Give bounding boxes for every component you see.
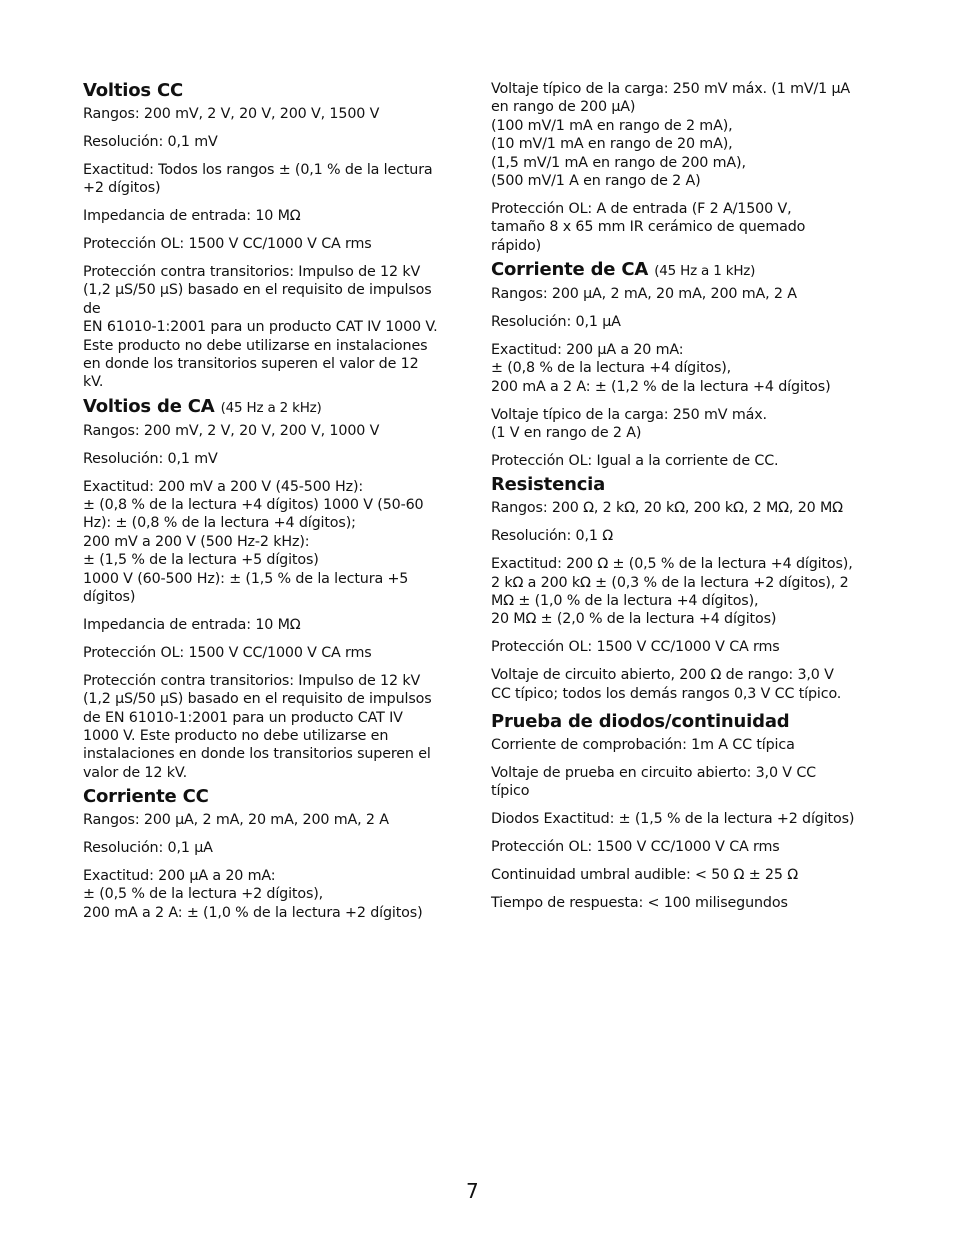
frequency-note: (45 Hz a 1 kHz): [654, 263, 756, 280]
test-current-text: Corriente de comprobación: 1m A CC típica: [491, 737, 795, 754]
burden-voltage-text: Voltaje típico de la carga: 250 mV máx. (1 V en rango de 2 A): [491, 406, 767, 442]
section-title: Corriente de CA (45 Hz a 1 kHz): [491, 259, 756, 281]
resolution-text: Resolución: 0,1 mV: [83, 450, 218, 467]
right-column: [491, 80, 877, 922]
ol-protection-text: Protección OL: 1500 V CC/1000 V CA rms: [491, 839, 780, 856]
input-impedance-text: Impedancia de entrada: 10 MΩ: [83, 616, 301, 633]
section-voltios-cc: [83, 80, 461, 392]
open-circuit-voltage-text: Voltaje de prueba en circuito abierto: 3,0 V CC típico: [491, 764, 816, 800]
input-impedance-text: Impedancia de entrada: 10 MΩ: [83, 208, 301, 225]
accuracy-text: Exactitud: 200 mV a 200 V (45-500 Hz): ± (0,8 % de la lectura +4 dígitos) 1000 V (50-60 Hz): ± (0,8 % de la lectura +4 dígitos); 200 mV a 200 V (500 Hz-2 kHz): ± (1,5 % de la lectura +5 dígitos) 1000 V (60-500 Hz): ± (1,5 % de la lectura +5 dígitos): [83, 478, 424, 606]
section-corriente-ca: [491, 259, 877, 470]
ol-protection-text: Protección OL: 1500 V CC/1000 V CA rms: [83, 236, 372, 253]
section-title: Voltios de CA (45 Hz a 2 kHz): [83, 395, 322, 417]
continuity-threshold-text: Continuidad umbral audible: < 50 Ω ± 25 Ω: [491, 867, 798, 884]
ranges-text: Rangos: 200 mV, 2 V, 20 V, 200 V, 1000 V: [83, 422, 380, 439]
response-time-text: Tiempo de respuesta: < 100 milisegundos: [491, 895, 788, 911]
diode-accuracy-text: Diodos Exactitud: ± (1,5 % de la lectura +2 dígitos): [491, 811, 855, 828]
section-resistencia: [491, 474, 877, 703]
section-title: Resistencia: [491, 474, 606, 496]
frequency-note: (45 Hz a 2 kHz): [220, 399, 322, 416]
ol-protection-text: Protección OL: Igual a la corriente de CC.: [491, 453, 779, 469]
accuracy-text: Exactitud: 200 μA a 20 mA: ± (0,5 % de la lectura +2 dígitos), 200 mA a 2 A: ± (1,0 % de la lectura +2 dígitos): [83, 868, 423, 921]
section-title: Voltios CC: [83, 80, 184, 101]
resolution-text: Resolución: 0,1 μA: [83, 840, 213, 857]
ranges-text: Rangos: 200 μA, 2 mA, 20 mA, 200 mA, 2 A: [491, 286, 797, 303]
page-number: 7: [466, 1179, 479, 1203]
ol-protection-text: Protección OL: 1500 V CC/1000 V CA rms: [83, 644, 372, 661]
open-circuit-voltage-text: Voltaje de circuito abierto, 200 Ω de rango: 3,0 V CC típico; todos los demás rangos 0,3 V CC típico.: [491, 667, 842, 702]
resolution-text: Resolución: 0,1 Ω: [491, 528, 613, 545]
accuracy-text: Exactitud: Todos los rangos ± (0,1 % de la lectura +2 dígitos): [83, 161, 433, 197]
ol-protection-text: Protección OL: 1500 V CC/1000 V CA rms: [491, 639, 780, 656]
section-corriente-cc-continued: [491, 80, 877, 255]
transient-protection-text: Protección contra transitorios: Impulso de 12 kV (1,2 μS/50 μS) basado en el requisito de impulsos de EN 61010-1:2001 para un producto CAT IV 1000 V. Este producto no debe utilizarse en instalaciones en donde los transitorios superen el valor de 12 kV.: [83, 672, 432, 781]
transient-protection-text: Protección contra transitorios: Impulso de 12 kV (1,2 μS/50 μS) basado en el requisito de impulsos de EN 61010-1:2001 para un producto CAT IV 1000 V. Este producto no debe utilizarse en instalaciones en donde los transitorios superen el valor de 12 kV.: [83, 263, 438, 391]
section-title: Corriente CC: [83, 786, 209, 808]
section-corriente-cc: [83, 786, 461, 922]
ranges-text: Rangos: 200 μA, 2 mA, 20 mA, 200 mA, 2 A: [83, 812, 389, 829]
section-prueba-diodos: [491, 711, 877, 912]
resolution-text: Resolución: 0,1 mV: [83, 133, 218, 150]
ol-protection-text: Protección OL: A de entrada (F 2 A/1500 V, tamaño 8 x 65 mm IR cerámico de quemado rápido): [491, 200, 806, 254]
accuracy-text: Exactitud: 200 μA a 20 mA: ± (0,8 % de la lectura +4 dígitos), 200 mA a 2 A: ± (1,2 % de la lectura +4 dígitos): [491, 341, 831, 395]
section-title: Prueba de diodos/continuidad: [491, 711, 790, 733]
section-voltios-ca: [83, 396, 461, 782]
left-column: [83, 80, 461, 926]
accuracy-text: Exactitud: 200 Ω ± (0,5 % de la lectura +4 dígitos), 2 kΩ a 200 kΩ ± (0,3 % de la lectura +2 dígitos), 2 MΩ ± (1,0 % de la lectura +4 dígitos), 20 MΩ ± (2,0 % de la lectura +4 dígitos): [491, 556, 853, 628]
ranges-text: Rangos: 200 Ω, 2 kΩ, 20 kΩ, 200 kΩ, 2 MΩ, 20 MΩ: [491, 500, 843, 517]
ranges-text: Rangos: 200 mV, 2 V, 20 V, 200 V, 1500 V: [83, 106, 380, 122]
burden-voltage-text: Voltaje típico de la carga: 250 mV máx. (1 mV/1 μA en rango de 200 μA) (100 mV/1 mA en rango de 2 mA), (10 mV/1 mA en rango de 20 mA), (1,5 mV/1 mA en rango de 200 mA), (500 mV/1 A en rango de 2 A): [491, 81, 851, 190]
resolution-text: Resolución: 0,1 μA: [491, 314, 621, 331]
